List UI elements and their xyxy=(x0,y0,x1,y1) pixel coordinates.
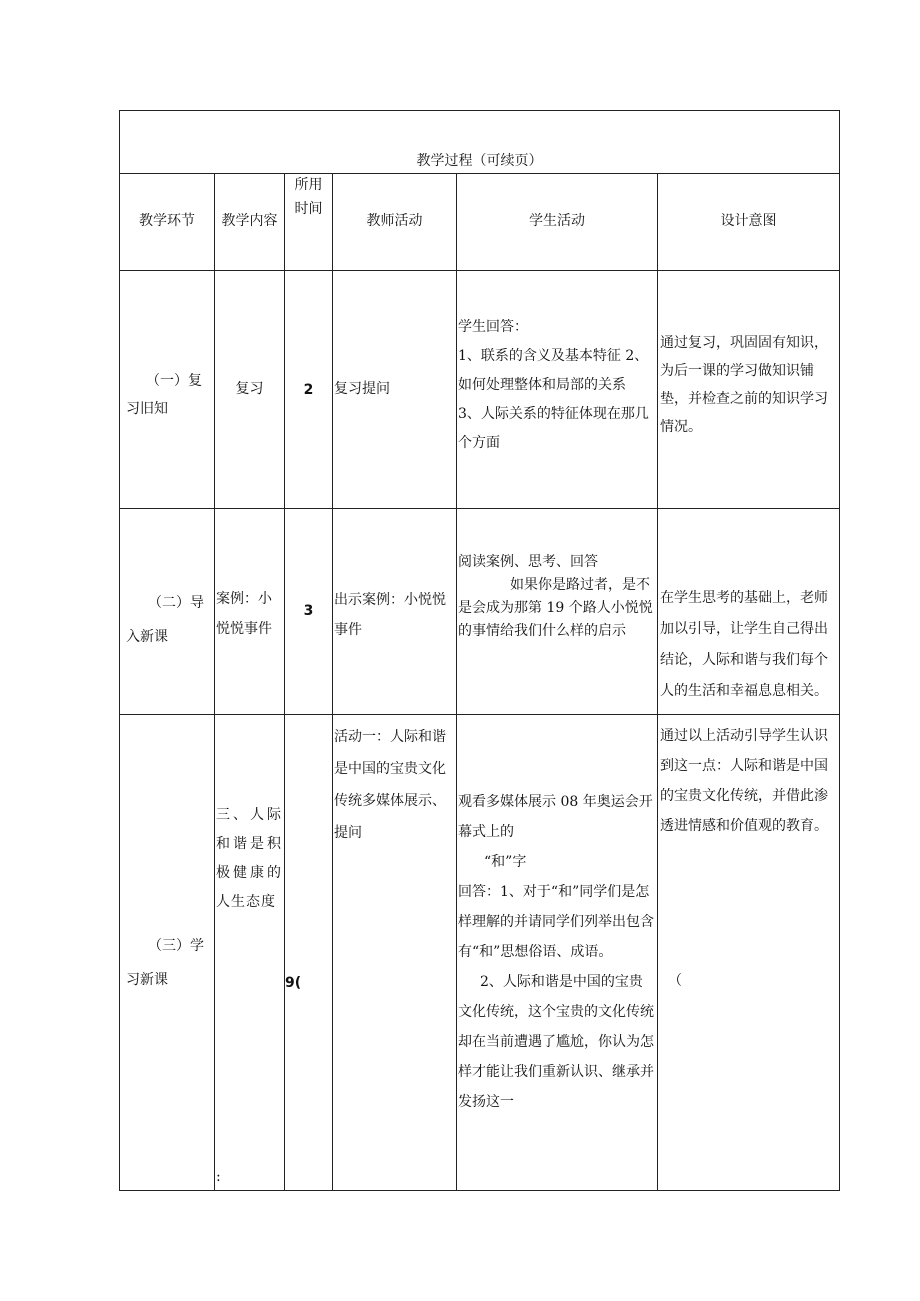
row3-design: 通过以上活动引导学生认识到这一点：人际和谐是中国的宝贵文化传统，并借此渗透进情感和价值观的教育。 xyxy=(660,728,828,834)
col-divider xyxy=(214,173,215,1191)
row2-content: 案例：小悦悦事件 xyxy=(216,591,272,637)
col-divider xyxy=(332,173,333,1191)
row3-student-line: 回答：1、对于“和”同学们是怎样理解的并请同学们列举出包含有“和”思想俗语、成语。 xyxy=(458,884,654,960)
row3-design-extra: （ xyxy=(668,973,682,989)
col-divider xyxy=(456,173,457,1191)
col-divider xyxy=(657,173,658,1191)
row2-stage: （二）导入新课 xyxy=(126,595,204,645)
row3-content: 三、人际和谐是积极健康的人生态度 xyxy=(216,807,282,910)
row2-design: 在学生思考的基础上，老师加以引导，让学生自己得出结论，人际和谐与我们每个人的生活和幸福息息相关。 xyxy=(660,590,828,699)
row2-student xyxy=(458,551,656,643)
header-time-line2: 时间 xyxy=(294,201,323,217)
row3-student-line: 观看多媒体展示 08 年奥运会开幕式上的 xyxy=(458,794,653,840)
row3-content-footer: : xyxy=(216,1169,221,1185)
row2-student-line: 阅读案例、思考、回答 xyxy=(458,554,598,570)
row3-teacher: 活动一：人际和谐是中国的宝贵文化传统多媒体展示、提问 xyxy=(334,729,446,841)
header-teacher: 教师活动 xyxy=(366,213,423,229)
row-divider xyxy=(120,270,839,271)
col-divider xyxy=(284,173,285,1191)
row1-time: 2 xyxy=(303,382,314,398)
row-divider xyxy=(120,714,839,715)
row2-time: 3 xyxy=(303,603,314,619)
row3-student-line: “和”字 xyxy=(484,854,527,870)
header-time xyxy=(285,173,332,221)
header-time-line1: 所用 xyxy=(294,177,323,193)
row2-teacher: 出示案例：小悦悦事件 xyxy=(334,592,446,638)
row1-design: 通过复习，巩固固有知识，为后一课的学习做知识铺垫，并检查之前的知识学习情况。 xyxy=(660,335,828,435)
row1-teacher: 复习提问 xyxy=(334,381,390,397)
row-divider xyxy=(120,508,839,509)
row3-stage: （三）学习新课 xyxy=(126,938,204,988)
row1-student-line: 3、人际关系的特征体现在那几个方面 xyxy=(458,406,649,451)
header-content: 教学内容 xyxy=(221,213,278,229)
header-stage: 教学环节 xyxy=(139,213,195,229)
row3-student xyxy=(458,787,656,1117)
header-student: 学生活动 xyxy=(529,213,585,229)
row1-content: 复习 xyxy=(235,381,264,397)
row2-student-line: 如果你是路过者，是不是会成为那第 19 个路人小悦悦的事情给我们什么样的启示 xyxy=(458,577,653,639)
table-title: 教学过程（可续页） xyxy=(416,153,543,169)
row1-student-line: 学生回答： xyxy=(458,319,528,335)
row1-student-line: 1、联系的含义及基本特征 2、如何处理整体和局部的关系 xyxy=(458,348,649,393)
header-design: 设计意图 xyxy=(720,213,777,229)
row1-student xyxy=(458,313,656,458)
row3-time: 9( xyxy=(285,975,302,991)
row3-student-line: 2、人际和谐是中国的宝贵文化传统，这个宝贵的文化传统却在当前遭遇了尴尬，你认为怎样才能让我们重新认识、继承并发扬这一 xyxy=(458,974,654,1110)
row1-stage: （一）复习旧知 xyxy=(126,373,202,417)
teaching-process-table xyxy=(119,110,840,1191)
